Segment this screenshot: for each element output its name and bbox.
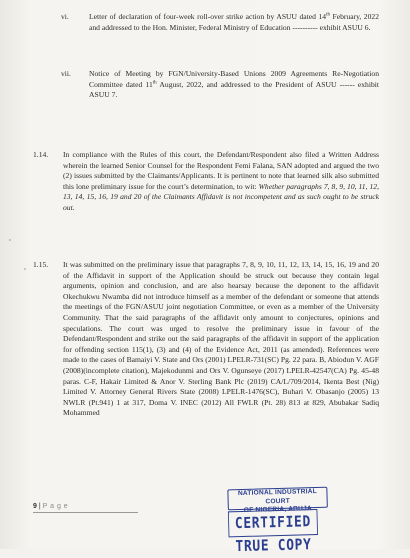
stamp-location-line: OF NIGERIA, ABUJA [243,505,312,515]
footer-separator: | [36,503,43,510]
paragraph-number: 1.15. [33,260,49,269]
list-item-text: Notice of Meeting by FGN/University-Based Unions 2009 Agreements Re-Negotiation Committee dated 11th August, 2022, and addressed to the President of ASUU ------ exhibit ASUU 7. [89,69,379,100]
list-item-number: vii. [61,69,71,78]
scan-speck [24,268,26,270]
certified-true-copy-stamp [227,487,332,556]
paragraph-text: In compliance with the Rules of this court, the Defendant/Respondent also filed a Written Address wherein the learned Senior Counsel for the Respondent Femi Falana, SAN adopted and argued the two (2) issues submitted by the Claimants/Applicants. It is pertinent to note that learned silk also submitted this lone preliminary issue for the court’s determination, to wit: Whether paragraphs 7, 8, 9, 10, 11, 12, 13, 14, 15, 16, 19 and 20 of the Claimants Affidavit is not incompetent and as such ought to be struck out. [63,150,379,212]
page-number: 9 [33,503,37,510]
paragraph-number: 1.14. [33,150,49,159]
list-item-text: Letter of declaration of four-week roll-over strike action by ASUU dated 14th February, 2022 and addressed to the Hon. Minister, Federal Ministry of Education ---------- exhibit ASUU 6. [89,12,379,32]
page-label: P a g e [42,503,69,510]
page-footer [33,503,68,510]
footer-rule [33,512,138,513]
court-name-stamp [227,487,328,515]
certified-label: CERTIFIED TRUE COPY [228,509,318,537]
stamp-court-line: NATIONAL INDUSTRIAL COURT [237,488,318,505]
list-item-number: vi. [61,12,69,21]
scan-speck [9,239,11,241]
paragraph-text: It was submitted on the preliminary issue that paragraphs 7, 8, 9, 10, 11, 12, 13, 14, 15, 16, 19 and 20 of the Affidavit in support of the Application should be struck out because they contain legal arguments, opinion and conclusion, and are also hearsay because the deponent to the affidavit Okechukwu Nwamba did not introduce himself as a member of the defendant or someone that attends the meetings of the FGN/ASUU joint negotiation Committee, or even as a member of the University Community. That the said paragraphs of the affidavit only amount to conjectures, opinions and speculations. The court was urged to resolve the preliminary issue in favour of the Defendant/Respondent and strike out the said paragraphs of the affidavit in support of the application for offending section 115(1), (3) and (4) of the Evidence Act, 2011 (as amended). References were made to the cases of Bamaiyi V. State and Ors (2001) LPELR-731(SC) Pg. 22 para. B, Abiodun V. AGF (2008)(incomplete citation), Majekodunmi and Ors V. Ogunseye (2017) LPELR-42547(CA) Pg. 45-48 paras. C-F, Hakair Limited & Anor V. Sterling Bank Plc (2019) CA/L/709/2014, Ikenta Best (Nig) Limited V. Attorney General Rivers State (2008) LPELR-1476(SC), Buhari V. Obasanjo (2005) 13 NWLR (Pt.941) 1 at 317, Doma V. INEC (2012) All FWLR (Pt. 28) 813 at 829, Abubakar Sadiq Mohammed [63,260,379,418]
